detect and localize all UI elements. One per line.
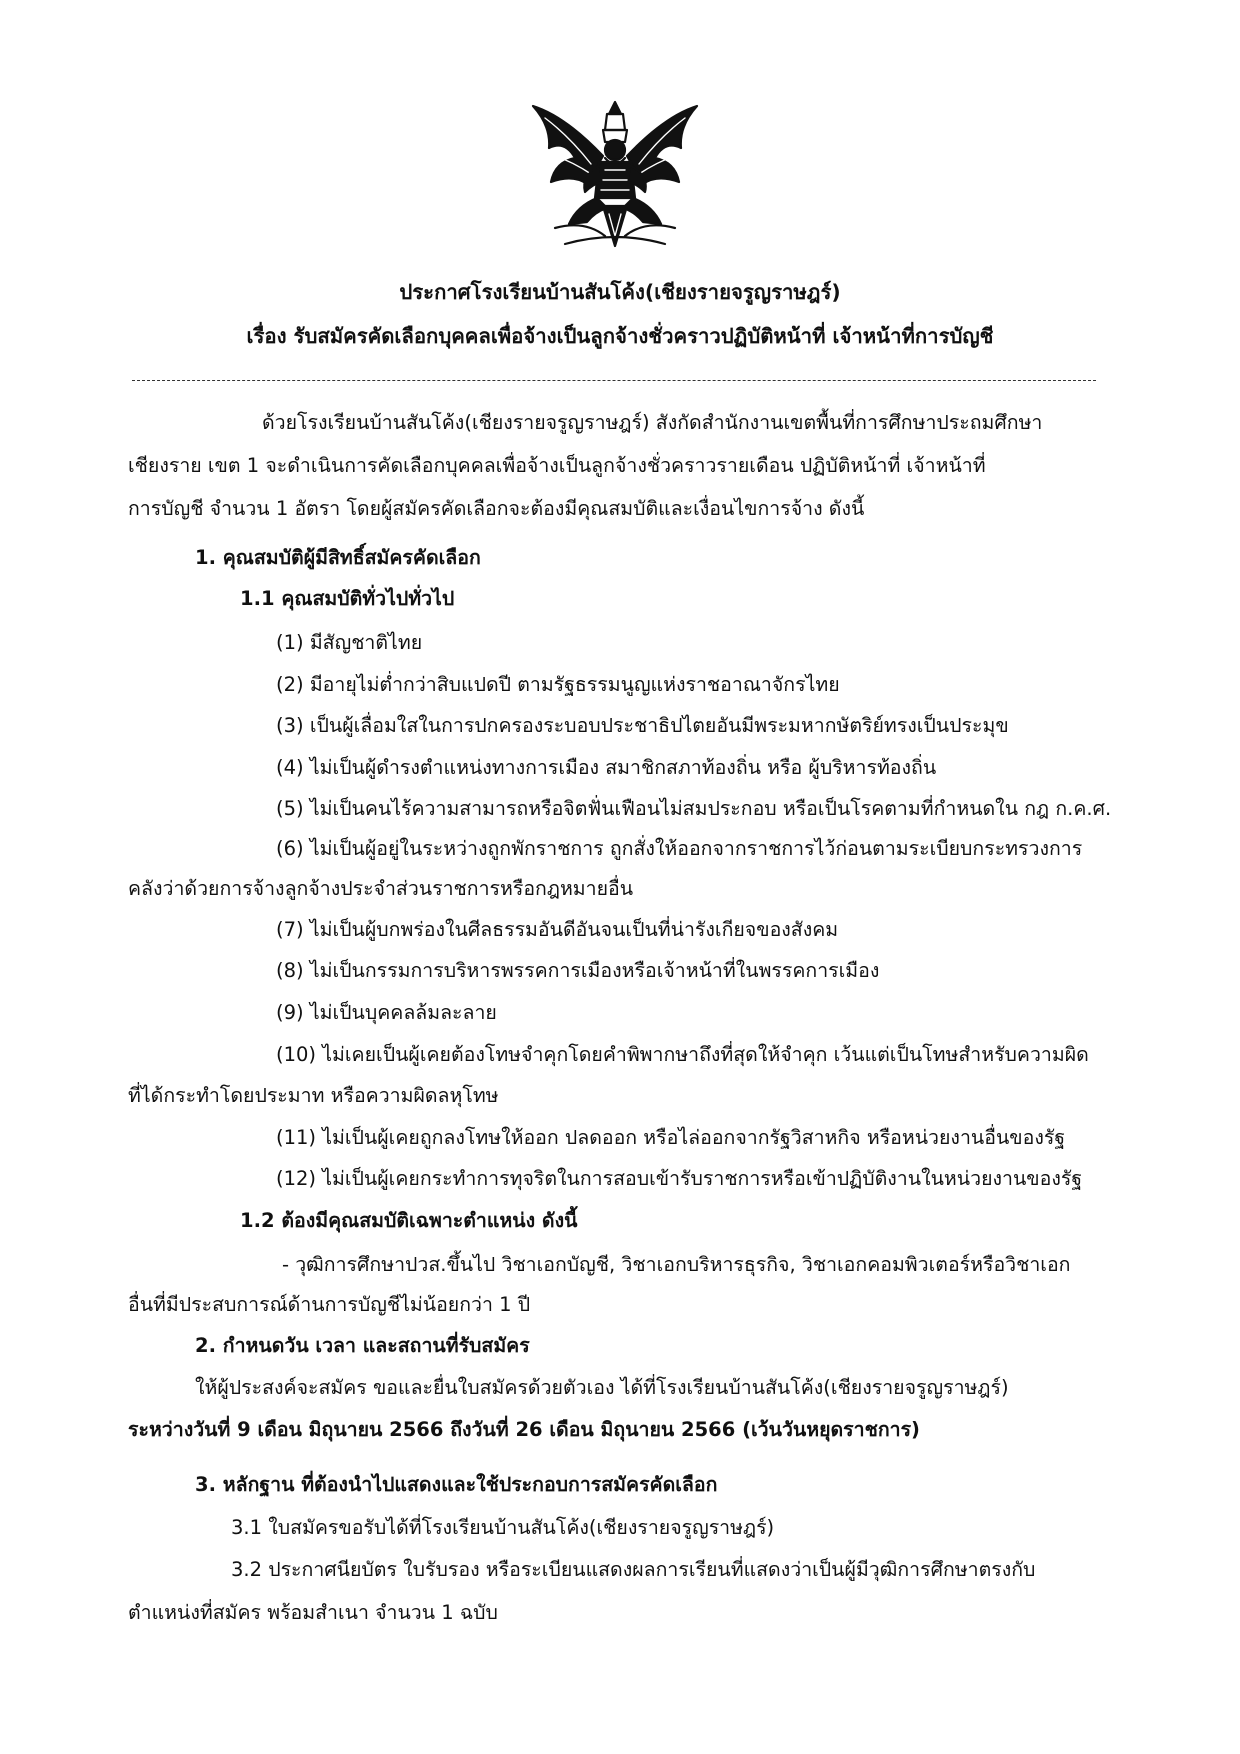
specific-qualification-line-1: - วุฒิการศึกษาปวส.ขึ้นไป วิชาเอกบัญชี, วิชาเอกบริหารธุรกิจ, วิชาเอกคอมพิวเตอร์หรือวิชาเอก [282,1253,1071,1276]
section-3-heading: 3. หลักฐาน ที่ต้องนำไปแสดงและใช้ประกอบการสมัครคัดเลือก [195,1473,718,1496]
application-place-line: ให้ผู้ประสงค์จะสมัคร ขอและยื่นใบสมัครด้วยตัวเอง ได้ที่โรงเรียนบ้านสันโค้ง(เชียงรายจรูญราษฎร์) [195,1376,1009,1399]
qualification-item-11: (11) ไม่เป็นผู้เคยถูกลงโทษให้ออก ปลดออก หรือไล่ออกจากรัฐวิสาหกิจ หรือหน่วยงานอื่นของรัฐ [276,1126,1066,1149]
qualification-item-5: (5) ไม่เป็นคนไร้ความสามารถหรือจิตฟั่นเฟือนไม่สมประกอบ หรือเป็นโรคตามที่กำหนดใน กฎ ก.ค.ศ. [276,797,1112,820]
section-1-heading: 1. คุณสมบัติผู้มีสิทธิ์สมัครคัดเลือก [195,546,481,569]
qualification-item-7: (7) ไม่เป็นผู้บกพร่องในศีลธรรมอันดีอันจนเป็นที่น่ารังเกียจของสังคม [276,918,839,941]
qualification-item-10-cont: ที่ได้กระทำโดยประมาท หรือความผิดลหุโทษ [128,1084,499,1107]
intro-line-3: การบัญชี จำนวน 1 อัตรา โดยผู้สมัครคัดเลือกจะต้องมีคุณสมบัติและเงื่อนไขการจ้าง ดังนี้ [128,497,865,520]
section-1-2-heading: 1.2 ต้องมีคุณสมบัติเฉพาะตำแหน่ง ดังนี้ [240,1209,578,1232]
section-2-heading: 2. กำหนดวัน เวลา และสถานที่รับสมัคร [195,1334,530,1357]
intro-line-2: เชียงราย เขต 1 จะดำเนินการคัดเลือกบุคคลเพื่อจ้างเป็นลูกจ้างชั่วคราวรายเดือน ปฏิบัติหน้าที่ เจ้าหน้าที่ [128,454,986,477]
qualification-item-3: (3) เป็นผู้เลื่อมใสในการปกครองระบอบประชาธิปไตยอันมีพระมหากษัตริย์ทรงเป็นประมุข [276,714,1009,737]
qualification-item-6-cont: คลังว่าด้วยการจ้างลูกจ้างประจำส่วนราชการหรือกฎหมายอื่น [128,877,634,900]
intro-line-1: ด้วยโรงเรียนบ้านสันโค้ง(เชียงรายจรูญราษฎร์) สังกัดสำนักงานเขตพื้นที่การศึกษาประถมศึกษา [262,411,1043,434]
qualification-item-4: (4) ไม่เป็นผู้ดำรงตำแหน่งทางการเมือง สมาชิกสภาท้องถิ่น หรือ ผู้บริหารท้องถิ่น [276,756,937,779]
announcement-title: ประกาศโรงเรียนบ้านสันโค้ง(เชียงรายจรูญราษฎร์) [399,280,841,304]
qualification-item-9: (9) ไม่เป็นบุคคลล้มละลาย [276,1001,497,1024]
qualification-item-12: (12) ไม่เป็นผู้เคยกระทำการทุจริตในการสอบเข้ารับราชการหรือเข้าปฏิบัติงานในหน่วยงานของรัฐ [276,1167,1083,1190]
document-item-3-1: 3.1 ใบสมัครขอรับได้ที่โรงเรียนบ้านสันโค้ง(เชียงรายจรูญราษฎร์) [231,1516,775,1539]
qualification-item-6: (6) ไม่เป็นผู้อยู่ในระหว่างถูกพักราชการ ถูกสั่งให้ออกจากราชการไว้ก่อนตามระเบียบกระทรวงการ [276,837,1083,860]
garuda-emblem-icon [525,96,705,258]
qualification-item-1: (1) มีสัญชาติไทย [276,631,423,654]
qualification-item-8: (8) ไม่เป็นกรรมการบริหารพรรคการเมืองหรือเจ้าหน้าที่ในพรรคการเมือง [276,959,880,982]
title-divider [132,380,1096,381]
announcement-subject: เรื่อง รับสมัครคัดเลือกบุคคลเพื่อจ้างเป็นลูกจ้างชั่วคราวปฏิบัติหน้าที่ เจ้าหน้าที่การบัญชี [246,324,994,348]
qualification-item-2: (2) มีอายุไม่ต่ำกว่าสิบแปดปี ตามรัฐธรรมนูญแห่งราชอาณาจักรไทย [276,673,840,696]
qualification-item-10: (10) ไม่เคยเป็นผู้เคยต้องโทษจำคุกโดยคำพิพากษาถึงที่สุดให้จำคุก เว้นแต่เป็นโทษสำหรับความผิด [276,1043,1089,1066]
document-item-3-2-cont: ตำแหน่งที่สมัคร พร้อมสำเนา จำนวน 1 ฉบับ [128,1601,498,1624]
document-item-3-2: 3.2 ประกาศนียบัตร ใบรับรอง หรือระเบียนแสดงผลการเรียนที่แสดงว่าเป็นผู้มีวุฒิการศึกษาตรงกับ [231,1558,1036,1581]
specific-qualification-line-2: อื่นที่มีประสบการณ์ด้านการบัญชีไม่น้อยกว่า 1 ปี [128,1293,531,1316]
section-1-1-heading: 1.1 คุณสมบัติทั่วไปทั่วไป [240,587,455,610]
application-period-line: ระหว่างวันที่ 9 เดือน มิถุนายน 2566 ถึงวันที่ 26 เดือน มิถุนายน 2566 (เว้นวันหยุดราชการ) [128,1418,920,1441]
